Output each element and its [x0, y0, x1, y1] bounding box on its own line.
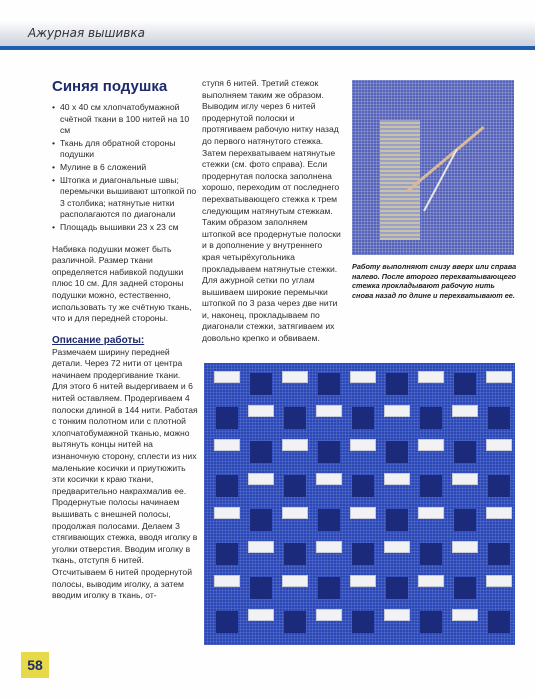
openwork-hole: [386, 441, 408, 463]
wrapped-bar: [350, 439, 376, 451]
photo-caption: Работу выполняют снизу вверх или справа налево. После второго перехватывающего стежка прокладывают рабочую нить снова назад по длине и перехватывают ее.: [352, 262, 517, 300]
wrapped-bar: [486, 575, 512, 587]
wrapped-bar: [452, 541, 478, 553]
openwork-hole: [318, 577, 340, 599]
section-heading: Описание работы:: [52, 334, 145, 346]
wrapped-bar: [418, 507, 444, 519]
wrapped-bar: [384, 473, 410, 485]
openwork-hole: [284, 475, 306, 497]
openwork-hole: [454, 577, 476, 599]
openwork-hole: [386, 577, 408, 599]
wrapped-bar: [452, 405, 478, 417]
openwork-hole: [318, 441, 340, 463]
wrapped-bar: [418, 575, 444, 587]
wrapped-bar: [214, 439, 240, 451]
wrapped-bar: [282, 371, 308, 383]
wrapped-bar: [350, 371, 376, 383]
openwork-hole: [250, 509, 272, 531]
openwork-hole: [386, 509, 408, 531]
wrapped-bar: [486, 439, 512, 451]
openwork-hole: [488, 611, 510, 633]
openwork-hole: [420, 407, 442, 429]
wrapped-bar: [214, 371, 240, 383]
openwork-hole: [250, 441, 272, 463]
openwork-hole: [216, 475, 238, 497]
page-number: 58: [21, 652, 49, 678]
wrapped-bar: [282, 575, 308, 587]
header-title: Ажурная вышивка: [28, 26, 145, 40]
openwork-hole: [318, 373, 340, 395]
wrapped-bar: [418, 439, 444, 451]
openwork-hole: [488, 407, 510, 429]
materials-item: • Штопка и диагональные швы; перемычки вышивают штопкой по 3 столбика; натянутые нитки располагаются по диагонали: [52, 175, 198, 221]
materials-item: • Ткань для обратной стороны подушки: [52, 138, 198, 161]
openwork-hole: [454, 373, 476, 395]
openwork-hole: [352, 475, 374, 497]
wrapped-bar: [248, 609, 274, 621]
materials-item: • Мулине в 6 сложений: [52, 162, 198, 174]
openwork-hole: [454, 441, 476, 463]
wrapped-bar: [350, 575, 376, 587]
materials-list: [52, 102, 198, 234]
wrapped-bar: [282, 439, 308, 451]
article-title: Синяя подушка: [52, 78, 168, 95]
openwork-hole: [420, 475, 442, 497]
openwork-embroidery-photo: [204, 363, 515, 645]
openwork-hole: [488, 543, 510, 565]
wrapped-bar: [418, 371, 444, 383]
wrapped-bar: [384, 609, 410, 621]
wrapped-bar: [316, 609, 342, 621]
openwork-hole: [420, 611, 442, 633]
instructions-paragraph: Размечаем ширину передней детали. Через 72 нити от центра начинаем продергивание ткани. Для этого 6 нитей выдергиваем и 6 нитей оставляем. Продергиваем 4 полоски длиной в 144 нити. Работая с тонким полотном или с плотной хлопчатобумажной тканью, можно вытянуть концы нитей на изнаночную сторону, сплести из них маленькие косички и приутюжить эти косички к краю ткани, предварительно накрахмалив ее. Продернутые полосы начинаем вышивать с внешней полосы, продолжая полосами. Делаем 3 стягивающих стежка, вводя иголку в уголки отверстия. Вводим иголку в ткань, отступя 6 нитей. Отсчитываем 6 нитей продернутой полосы, выводим иголку, а затем вводим иголку в ткань, от-: [52, 346, 198, 601]
stitch-detail-photo: [352, 80, 514, 255]
openwork-hole: [216, 543, 238, 565]
openwork-hole: [284, 611, 306, 633]
wrapped-bar: [214, 575, 240, 587]
openwork-hole: [352, 611, 374, 633]
instructions-continued: ступя 6 нитей. Третий стежок выполняем таким же образом. Выводим иглу через 6 нитей продернутой полоски и протягиваем рабочую нитку назад до первого натянутого стежка. Затем перехватываем натянутые стежки (см. фото справа). Если продернутая полоска заполнена хорошо, переходим от последнего перехватывающего стежка к трем следующим натянутым стежкам. Таким образом заполняем штопкой все продернутые полоски и в дополнение у внутреннего края четырёхугольника прокладываем натянутые стежки. Для ажурной сетки по углам вышиваем широкие перемычки штопкой по 3 раза через две нити и, наконец, прокладываем по диагонали стежки, затягиваем их довольно крепко и обвиваем.: [202, 78, 341, 344]
wrapped-bar: [384, 541, 410, 553]
openwork-hole: [318, 509, 340, 531]
wrapped-bar: [282, 507, 308, 519]
materials-item: • Площадь вышивки 23 х 23 см: [52, 222, 198, 234]
wrapped-bar: [452, 473, 478, 485]
intro-paragraph: Набивка подушки может быть различной. Размер ткани определяется набивкой подушки плюс 10 см. Для задней стороны подушки можно, естественно, использовать ту же счётную ткань, что и для передней стороны.: [52, 243, 192, 324]
openwork-hole: [420, 543, 442, 565]
materials-item: • 40 х 40 см хлопчатобумажной счётной ткани в 100 нитей на 10 см: [52, 102, 198, 137]
openwork-hole: [284, 543, 306, 565]
openwork-hole: [352, 407, 374, 429]
openwork-hole: [352, 543, 374, 565]
wrapped-bar: [248, 405, 274, 417]
wrapped-bar: [384, 405, 410, 417]
wrapped-bar: [214, 507, 240, 519]
wrapped-bar: [248, 541, 274, 553]
running-header: [0, 20, 535, 50]
wrapped-bar: [350, 507, 376, 519]
left-column: [52, 78, 198, 602]
wrapped-bar: [486, 371, 512, 383]
wrapped-bar: [452, 609, 478, 621]
wrapped-bar: [316, 541, 342, 553]
openwork-hole: [250, 577, 272, 599]
openwork-hole: [386, 373, 408, 395]
openwork-hole: [284, 407, 306, 429]
wrapped-bar: [248, 473, 274, 485]
needle: [423, 149, 458, 212]
wrapped-bar: [316, 473, 342, 485]
openwork-hole: [488, 475, 510, 497]
wrapped-bar: [316, 405, 342, 417]
openwork-hole: [454, 509, 476, 531]
drawn-thread-band: [380, 120, 420, 240]
openwork-hole: [216, 407, 238, 429]
wrapped-bar: [486, 507, 512, 519]
middle-column: [202, 78, 342, 345]
openwork-hole: [216, 611, 238, 633]
openwork-hole: [250, 373, 272, 395]
